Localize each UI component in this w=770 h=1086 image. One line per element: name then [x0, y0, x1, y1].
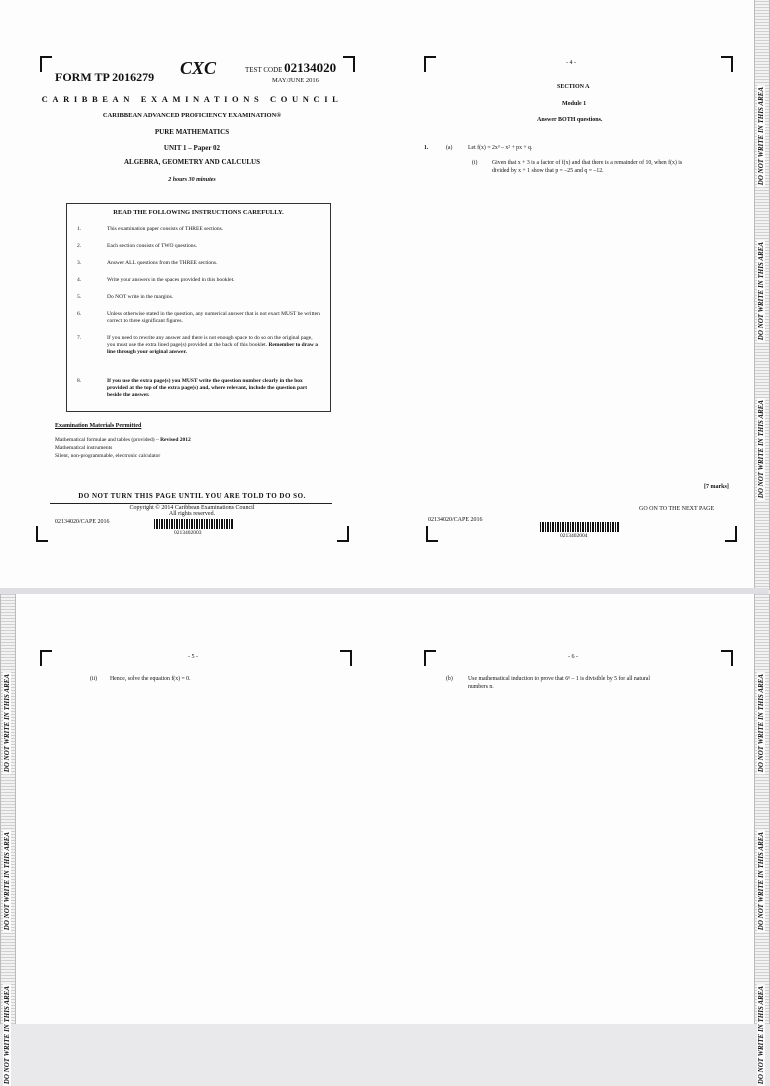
exam-page-4 — [384, 0, 768, 590]
barcode — [540, 522, 620, 532]
material-item: Silent, non-programmable, electronic calculator — [55, 453, 161, 459]
instructions-box — [66, 203, 331, 412]
instruction-text: Answer ALL questions from the THREE sections. — [107, 260, 218, 266]
margin-warning: DO NOT WRITE IN THIS AREA — [3, 986, 11, 1085]
test-code-value: 02134020 — [284, 60, 337, 75]
instruction-number: 5. — [77, 294, 82, 300]
do-not-turn-notice: DO NOT TURN THIS PAGE UNTIL YOU ARE TOLD TO DO SO. — [78, 492, 306, 500]
margin-strip — [0, 594, 16, 1024]
subpart-label: (i) — [472, 160, 478, 166]
instruction-item — [77, 226, 322, 233]
crop-mark — [40, 56, 52, 72]
instruction-emphasis: Remember to draw a line through your original answer. — [107, 342, 318, 355]
page-number: - 6 - — [568, 654, 578, 660]
margin-strip — [754, 594, 770, 1024]
instruction-text-part: If you need to rewrite any answer and there is not enough space to do so on the original page, you must use the extra lined page(s) provided at the back of this booklet. — [107, 335, 313, 348]
exam-duration: 2 hours 30 minutes — [168, 177, 216, 183]
crop-mark — [426, 526, 438, 542]
form-number: FORM TP 2016279 — [55, 70, 155, 84]
instructions-heading: READ THE FOLLOWING INSTRUCTIONS CAREFULLY. — [113, 209, 284, 216]
instruction-item — [77, 243, 322, 250]
instruction-number: 2. — [77, 243, 82, 249]
go-on-notice: GO ON TO THE NEXT PAGE — [639, 506, 715, 512]
margin-warning: DO NOT WRITE IN THIS AREA — [3, 832, 11, 931]
material-emphasis: Revised 2012 — [160, 437, 191, 443]
question-text: Given that x + 3 is a factor of f(x) and that there is a remainder of 10, when f(x) is — [492, 160, 683, 166]
subject-name: PURE MATHEMATICS — [154, 128, 230, 136]
answer-instruction: Answer BOTH questions. — [537, 117, 603, 123]
exam-session: MAY/JUNE 2016 — [272, 77, 319, 84]
instruction-text: This examination paper consists of THREE sections. — [107, 226, 224, 232]
material-text: Mathematical formulae and tables (provided) – — [55, 437, 161, 443]
instruction-text: If you use the extra page(s) you MUST write the question number clearly in the box provided at the top of the extra page(s) and, where relevant, include the question part beside the answer. — [107, 378, 308, 398]
margin-warning: DO NOT WRITE IN THIS AREA — [757, 674, 765, 773]
question-text: numbers n. — [468, 684, 494, 690]
topic-name: ALGEBRA, GEOMETRY AND CALCULUS — [123, 158, 260, 166]
exam-page-5 — [0, 594, 384, 1085]
question-stem: Let f(x) = 2x³ – x² + px + q. — [468, 145, 533, 151]
subpart-label: (ii) — [90, 676, 98, 682]
part-label: (a) — [446, 145, 453, 151]
instruction-item — [77, 335, 322, 356]
instruction-number: 4. — [77, 277, 82, 283]
instruction-item — [77, 294, 322, 301]
cover-page — [0, 0, 384, 590]
instruction-item — [77, 260, 322, 267]
module-title: Module 1 — [562, 101, 587, 107]
instruction-text: Write your answers in the spaces provided in this booklet. — [107, 277, 235, 283]
instruction-number: 1. — [77, 226, 82, 232]
question-text: Use mathematical induction to prove that 6ⁿ – 1 is divisible by 5 for all natural — [468, 676, 650, 682]
margin-warning: DO NOT WRITE IN THIS AREA — [757, 242, 765, 341]
crop-mark — [424, 650, 436, 666]
materials-heading: Examination Materials Permitted — [55, 423, 142, 429]
copyright: Copyright © 2014 Caribbean Examinations Council — [129, 505, 255, 511]
crop-mark — [721, 650, 733, 666]
section-title: SECTION A — [557, 84, 590, 90]
instruction-number: 8. — [77, 378, 82, 384]
page-number: - 4 - — [566, 60, 576, 66]
question-text: Hence, solve the equation f(x) = 0. — [110, 676, 191, 682]
test-code — [245, 60, 336, 76]
crop-mark — [721, 56, 733, 72]
crop-mark — [343, 56, 355, 72]
instruction-number: 7. — [77, 335, 82, 341]
crop-mark — [340, 650, 352, 666]
margin-warning: DO NOT WRITE IN THIS AREA — [757, 400, 765, 499]
material-item — [55, 437, 191, 443]
crop-mark — [424, 56, 436, 72]
crop-mark — [337, 526, 349, 542]
question-number: 1. — [424, 145, 429, 151]
instruction-item — [77, 277, 322, 284]
marks: [7 marks] — [704, 484, 729, 490]
instruction-text: Unless otherwise stated in the question, any numerical answer that is not exact MUST be written correct to three significant figures. — [107, 311, 320, 324]
instruction-text: Each section consists of TWO questions. — [107, 243, 198, 249]
instruction-number: 6. — [77, 311, 82, 317]
exam-name: CARIBBEAN ADVANCED PROFICIENCY EXAMINATION® — [102, 112, 282, 119]
part-label: (b) — [446, 676, 453, 682]
instruction-item — [77, 378, 322, 399]
barcode-number: 0213402003 — [174, 530, 202, 536]
instruction-text — [107, 335, 322, 356]
council-name: CARIBBEAN EXAMINATIONS COUNCIL — [41, 94, 343, 104]
exam-page-6 — [384, 594, 768, 1085]
instruction-text: Do NOT write in the margins. — [107, 294, 174, 300]
margin-warning: DO NOT WRITE IN THIS AREA — [757, 87, 765, 186]
paper-code: 02134020/CAPE 2016 — [428, 517, 483, 523]
barcode-number: 0213402004 — [560, 533, 588, 539]
material-item: Mathematical instruments — [55, 445, 113, 451]
crop-mark — [36, 526, 48, 542]
barcode — [154, 519, 234, 529]
cxc-logo: CXC — [180, 58, 217, 78]
margin-warning: DO NOT WRITE IN THIS AREA — [757, 986, 765, 1085]
margin-warning: DO NOT WRITE IN THIS AREA — [3, 674, 11, 773]
instruction-item — [77, 311, 322, 325]
unit-name: UNIT 1 – Paper 02 — [163, 144, 221, 152]
test-code-label: TEST CODE — [245, 66, 283, 74]
divider — [50, 503, 332, 504]
crop-mark — [40, 650, 52, 666]
crop-mark — [725, 526, 737, 542]
rights-reserved: All rights reserved. — [168, 511, 216, 517]
paper-code: 02134020/CAPE 2016 — [55, 519, 110, 525]
page-number: - 5 - — [188, 654, 198, 660]
margin-warning: DO NOT WRITE IN THIS AREA — [757, 832, 765, 931]
instruction-number: 3. — [77, 260, 82, 266]
question-text: divided by x + 1 show that p = –25 and q = –12. — [492, 168, 604, 174]
